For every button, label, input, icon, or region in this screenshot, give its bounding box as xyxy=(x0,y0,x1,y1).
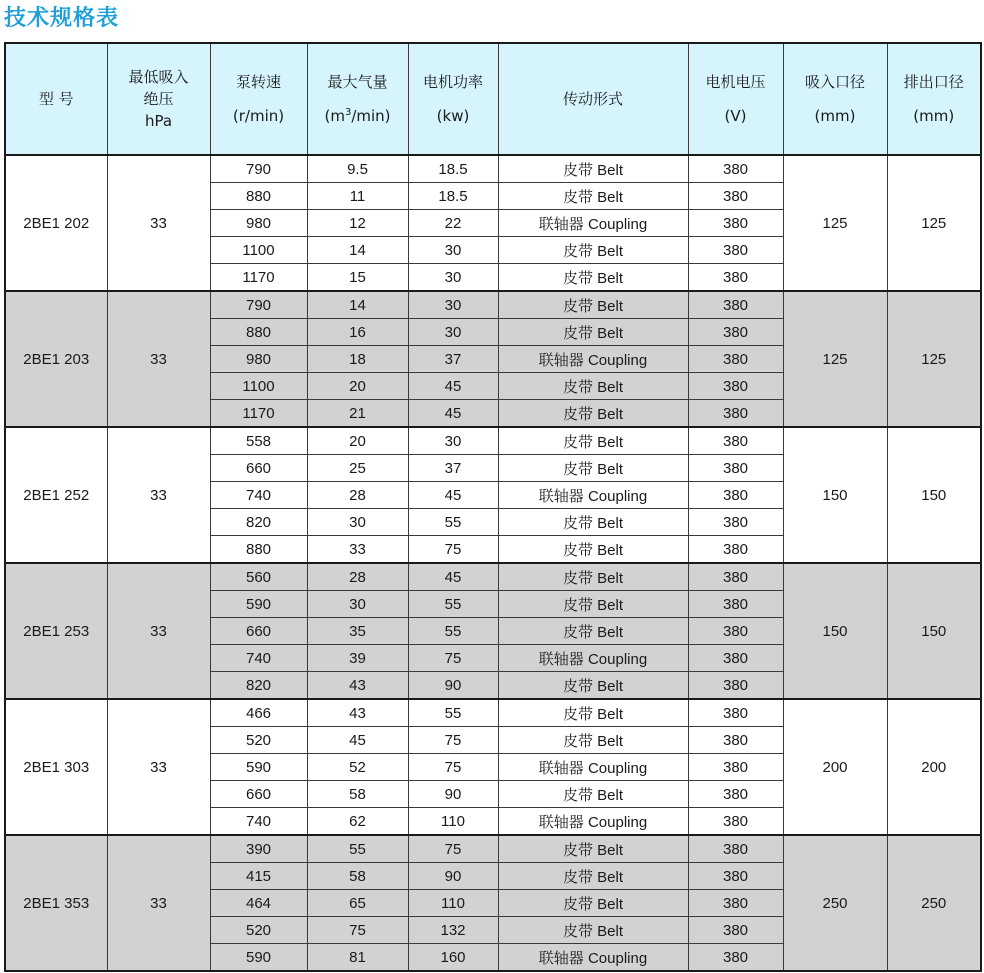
cell-drive: 皮带 Belt xyxy=(498,699,688,727)
cell-airflow: 16 xyxy=(307,319,408,346)
spec-table xyxy=(4,42,982,972)
cell-drive: 皮带 Belt xyxy=(498,863,688,890)
cell-inlet: 150 xyxy=(783,427,887,563)
cell-power: 90 xyxy=(408,672,498,700)
cell-speed: 558 xyxy=(210,427,307,455)
cell-voltage: 380 xyxy=(688,427,783,455)
cell-voltage: 380 xyxy=(688,699,783,727)
table-row xyxy=(5,835,981,863)
cell-speed: 740 xyxy=(210,645,307,672)
cell-speed: 740 xyxy=(210,808,307,836)
cell-model: 2BE1 353 xyxy=(5,835,107,971)
table-row xyxy=(5,563,981,591)
cell-airflow: 14 xyxy=(307,291,408,319)
cell-speed: 590 xyxy=(210,754,307,781)
cell-speed: 660 xyxy=(210,618,307,645)
cell-airflow: 62 xyxy=(307,808,408,836)
cell-airflow: 65 xyxy=(307,890,408,917)
cell-airflow: 35 xyxy=(307,618,408,645)
cell-voltage: 380 xyxy=(688,672,783,700)
cell-airflow: 20 xyxy=(307,373,408,400)
cell-airflow: 33 xyxy=(307,536,408,564)
cell-drive: 皮带 Belt xyxy=(498,591,688,618)
cell-voltage: 380 xyxy=(688,536,783,564)
cell-power: 55 xyxy=(408,699,498,727)
header-min-pressure-line2: 绝压 xyxy=(143,90,174,108)
cell-voltage: 380 xyxy=(688,835,783,863)
cell-drive: 皮带 Belt xyxy=(498,319,688,346)
cell-drive: 联轴器 Coupling xyxy=(498,645,688,672)
cell-min-pressure: 33 xyxy=(107,563,210,699)
header-airflow-unit-sup: 3 xyxy=(344,107,352,118)
cell-voltage: 380 xyxy=(688,509,783,536)
cell-drive: 皮带 Belt xyxy=(498,427,688,455)
cell-power: 132 xyxy=(408,917,498,944)
cell-drive: 皮带 Belt xyxy=(498,781,688,808)
cell-outlet: 150 xyxy=(887,563,981,699)
cell-drive: 皮带 Belt xyxy=(498,400,688,428)
cell-drive: 皮带 Belt xyxy=(498,237,688,264)
header-voltage xyxy=(688,43,783,155)
cell-model: 2BE1 303 xyxy=(5,699,107,835)
cell-power: 30 xyxy=(408,264,498,292)
cell-power: 75 xyxy=(408,754,498,781)
header-airflow-label: 最大气量 xyxy=(327,73,388,91)
cell-min-pressure: 33 xyxy=(107,291,210,427)
header-min-pressure xyxy=(107,43,210,155)
header-inlet-unit: (mm) xyxy=(814,107,856,125)
cell-voltage: 380 xyxy=(688,808,783,836)
cell-speed: 790 xyxy=(210,291,307,319)
table-row xyxy=(5,427,981,455)
table-header xyxy=(5,43,981,155)
cell-outlet: 125 xyxy=(887,155,981,291)
cell-voltage: 380 xyxy=(688,400,783,428)
cell-drive: 皮带 Belt xyxy=(498,373,688,400)
cell-speed: 820 xyxy=(210,672,307,700)
cell-airflow: 52 xyxy=(307,754,408,781)
cell-speed: 820 xyxy=(210,509,307,536)
cell-power: 75 xyxy=(408,727,498,754)
header-drive-label: 传动形式 xyxy=(562,90,623,108)
table-row xyxy=(5,291,981,319)
cell-outlet: 200 xyxy=(887,699,981,835)
cell-airflow: 25 xyxy=(307,455,408,482)
header-airflow-unit-a: (m xyxy=(324,107,345,125)
cell-model: 2BE1 252 xyxy=(5,427,107,563)
model-group xyxy=(5,835,981,971)
cell-voltage: 380 xyxy=(688,863,783,890)
cell-speed: 590 xyxy=(210,591,307,618)
cell-drive: 联轴器 Coupling xyxy=(498,210,688,237)
cell-drive: 皮带 Belt xyxy=(498,183,688,210)
cell-drive: 皮带 Belt xyxy=(498,890,688,917)
cell-speed: 390 xyxy=(210,835,307,863)
cell-drive: 皮带 Belt xyxy=(498,727,688,754)
header-voltage-unit: (V) xyxy=(724,107,747,125)
cell-power: 18.5 xyxy=(408,155,498,183)
cell-drive: 联轴器 Coupling xyxy=(498,346,688,373)
cell-voltage: 380 xyxy=(688,455,783,482)
header-outlet-unit: (mm) xyxy=(913,107,955,125)
cell-inlet: 150 xyxy=(783,563,887,699)
cell-power: 90 xyxy=(408,781,498,808)
cell-speed: 464 xyxy=(210,890,307,917)
cell-airflow: 55 xyxy=(307,835,408,863)
cell-power: 75 xyxy=(408,835,498,863)
header-min-pressure-line1: 最低吸入 xyxy=(128,68,189,86)
cell-airflow: 30 xyxy=(307,591,408,618)
cell-voltage: 380 xyxy=(688,890,783,917)
cell-voltage: 380 xyxy=(688,944,783,972)
cell-airflow: 28 xyxy=(307,482,408,509)
cell-power: 30 xyxy=(408,237,498,264)
cell-min-pressure: 33 xyxy=(107,835,210,971)
cell-drive: 皮带 Belt xyxy=(498,455,688,482)
cell-drive: 皮带 Belt xyxy=(498,264,688,292)
cell-voltage: 380 xyxy=(688,917,783,944)
cell-outlet: 150 xyxy=(887,427,981,563)
cell-drive: 联轴器 Coupling xyxy=(498,944,688,972)
cell-speed: 790 xyxy=(210,155,307,183)
cell-airflow: 21 xyxy=(307,400,408,428)
cell-speed: 520 xyxy=(210,917,307,944)
cell-inlet: 250 xyxy=(783,835,887,971)
cell-power: 45 xyxy=(408,563,498,591)
cell-power: 75 xyxy=(408,536,498,564)
cell-airflow: 75 xyxy=(307,917,408,944)
cell-airflow: 28 xyxy=(307,563,408,591)
cell-airflow: 43 xyxy=(307,672,408,700)
page-title: 技术规格表 xyxy=(4,6,120,31)
cell-drive: 皮带 Belt xyxy=(498,618,688,645)
header-power-label: 电机功率 xyxy=(422,73,483,91)
cell-voltage: 380 xyxy=(688,237,783,264)
cell-voltage: 380 xyxy=(688,482,783,509)
cell-airflow: 9.5 xyxy=(307,155,408,183)
header-speed-label: 泵转速 xyxy=(235,73,281,91)
cell-airflow: 58 xyxy=(307,863,408,890)
cell-speed: 880 xyxy=(210,536,307,564)
header-voltage-label: 电机电压 xyxy=(705,73,766,91)
cell-inlet: 125 xyxy=(783,155,887,291)
cell-power: 45 xyxy=(408,373,498,400)
model-group xyxy=(5,291,981,427)
header-inlet xyxy=(783,43,887,155)
cell-airflow: 58 xyxy=(307,781,408,808)
model-group xyxy=(5,563,981,699)
cell-drive: 皮带 Belt xyxy=(498,291,688,319)
cell-voltage: 380 xyxy=(688,210,783,237)
cell-airflow: 81 xyxy=(307,944,408,972)
cell-power: 75 xyxy=(408,645,498,672)
cell-power: 55 xyxy=(408,509,498,536)
cell-voltage: 380 xyxy=(688,754,783,781)
cell-speed: 980 xyxy=(210,210,307,237)
cell-model: 2BE1 202 xyxy=(5,155,107,291)
cell-drive: 皮带 Belt xyxy=(498,536,688,564)
cell-voltage: 380 xyxy=(688,155,783,183)
cell-drive: 皮带 Belt xyxy=(498,835,688,863)
cell-airflow: 15 xyxy=(307,264,408,292)
table-row xyxy=(5,699,981,727)
cell-voltage: 380 xyxy=(688,183,783,210)
cell-speed: 1170 xyxy=(210,264,307,292)
cell-airflow: 20 xyxy=(307,427,408,455)
cell-drive: 皮带 Belt xyxy=(498,509,688,536)
cell-model: 2BE1 203 xyxy=(5,291,107,427)
cell-outlet: 125 xyxy=(887,291,981,427)
header-outlet xyxy=(887,43,981,155)
cell-speed: 590 xyxy=(210,944,307,972)
table-row xyxy=(5,155,981,183)
header-airflow-unit xyxy=(308,105,408,127)
header-speed-unit: (r/min) xyxy=(232,107,285,125)
cell-voltage: 380 xyxy=(688,591,783,618)
cell-drive: 联轴器 Coupling xyxy=(498,754,688,781)
model-group xyxy=(5,427,981,563)
cell-power: 55 xyxy=(408,591,498,618)
cell-voltage: 380 xyxy=(688,319,783,346)
cell-power: 55 xyxy=(408,618,498,645)
cell-power: 160 xyxy=(408,944,498,972)
cell-airflow: 43 xyxy=(307,699,408,727)
cell-voltage: 380 xyxy=(688,373,783,400)
cell-min-pressure: 33 xyxy=(107,427,210,563)
header-airflow xyxy=(307,43,408,155)
model-group xyxy=(5,699,981,835)
cell-power: 110 xyxy=(408,808,498,836)
cell-power: 18.5 xyxy=(408,183,498,210)
cell-power: 37 xyxy=(408,346,498,373)
cell-voltage: 380 xyxy=(688,264,783,292)
cell-power: 110 xyxy=(408,890,498,917)
header-airflow-unit-b: /min) xyxy=(351,107,391,125)
cell-power: 45 xyxy=(408,482,498,509)
header-power xyxy=(408,43,498,155)
cell-airflow: 11 xyxy=(307,183,408,210)
header-model-label: 型 号 xyxy=(38,90,74,108)
cell-airflow: 18 xyxy=(307,346,408,373)
cell-model: 2BE1 253 xyxy=(5,563,107,699)
cell-speed: 520 xyxy=(210,727,307,754)
cell-voltage: 380 xyxy=(688,727,783,754)
cell-speed: 740 xyxy=(210,482,307,509)
cell-power: 30 xyxy=(408,319,498,346)
cell-drive: 皮带 Belt xyxy=(498,917,688,944)
cell-speed: 880 xyxy=(210,319,307,346)
cell-power: 45 xyxy=(408,400,498,428)
header-inlet-label: 吸入口径 xyxy=(804,73,865,91)
cell-power: 22 xyxy=(408,210,498,237)
cell-airflow: 12 xyxy=(307,210,408,237)
header-outlet-label: 排出口径 xyxy=(903,73,964,91)
cell-speed: 980 xyxy=(210,346,307,373)
model-group xyxy=(5,155,981,291)
cell-airflow: 30 xyxy=(307,509,408,536)
cell-speed: 1100 xyxy=(210,373,307,400)
cell-min-pressure: 33 xyxy=(107,155,210,291)
cell-airflow: 45 xyxy=(307,727,408,754)
cell-drive: 皮带 Belt xyxy=(498,563,688,591)
cell-airflow: 14 xyxy=(307,237,408,264)
header-speed xyxy=(210,43,307,155)
cell-drive: 联轴器 Coupling xyxy=(498,482,688,509)
cell-voltage: 380 xyxy=(688,346,783,373)
cell-power: 90 xyxy=(408,863,498,890)
cell-voltage: 380 xyxy=(688,291,783,319)
cell-inlet: 125 xyxy=(783,291,887,427)
cell-speed: 880 xyxy=(210,183,307,210)
header-min-pressure-unit: hPa xyxy=(144,112,173,130)
cell-speed: 466 xyxy=(210,699,307,727)
cell-speed: 660 xyxy=(210,781,307,808)
cell-airflow: 39 xyxy=(307,645,408,672)
cell-voltage: 380 xyxy=(688,645,783,672)
cell-voltage: 380 xyxy=(688,781,783,808)
cell-drive: 皮带 Belt xyxy=(498,672,688,700)
cell-speed: 415 xyxy=(210,863,307,890)
cell-voltage: 380 xyxy=(688,618,783,645)
cell-speed: 660 xyxy=(210,455,307,482)
cell-voltage: 380 xyxy=(688,563,783,591)
header-power-unit: (kw) xyxy=(436,107,470,125)
cell-speed: 1100 xyxy=(210,237,307,264)
header-model xyxy=(5,43,107,155)
cell-outlet: 250 xyxy=(887,835,981,971)
header-drive xyxy=(498,43,688,155)
cell-power: 30 xyxy=(408,427,498,455)
cell-drive: 皮带 Belt xyxy=(498,155,688,183)
cell-min-pressure: 33 xyxy=(107,699,210,835)
cell-drive: 联轴器 Coupling xyxy=(498,808,688,836)
cell-speed: 560 xyxy=(210,563,307,591)
cell-power: 30 xyxy=(408,291,498,319)
cell-speed: 1170 xyxy=(210,400,307,428)
cell-inlet: 200 xyxy=(783,699,887,835)
cell-power: 37 xyxy=(408,455,498,482)
